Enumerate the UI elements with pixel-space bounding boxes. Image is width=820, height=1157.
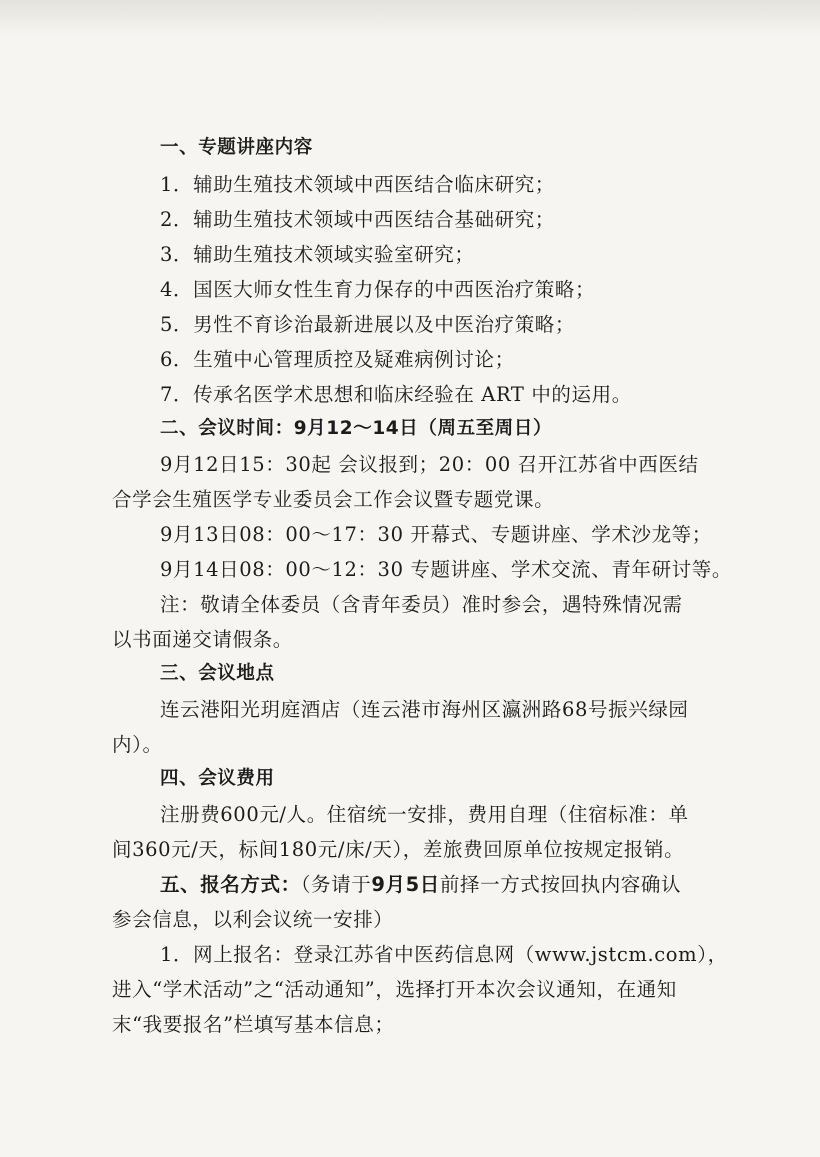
section-heading-venue: 三、会议地点	[160, 663, 275, 684]
topic-item: 2．辅助生殖技术领域中西医结合基础研究；	[160, 208, 555, 231]
attendance-note: 注：敬请全体委员（含青年委员）准时参会，遇特殊情况需	[160, 593, 683, 616]
online-registration: 进入“学术活动”之“活动通知”，选择打开本次会议通知，在通知	[112, 978, 677, 1001]
registration-heading-text: 前择一方式按回执内容确认	[439, 873, 682, 896]
scan-top-shadow	[0, 0, 820, 36]
topic-item: 3．辅助生殖技术领域实验室研究；	[160, 243, 475, 266]
schedule-line: 9月12日15：30起 会议报到；20：00 召开江苏省中西医结	[160, 453, 699, 476]
schedule-line: 合学会生殖医学专业委员会工作会议暨专题党课。	[112, 488, 555, 511]
topic-item: 5．男性不育诊治最新进展以及中医治疗策略；	[160, 313, 576, 336]
registration-deadline: 9月5日	[371, 873, 440, 896]
section-heading-registration	[160, 872, 681, 898]
venue-text: 连云港阳光玥庭酒店（连云港市海州区瀛洲路68号振兴绿园	[160, 698, 689, 721]
schedule-line: 9月14日08：00～12：30 专题讲座、学术交流、青年研讨等。	[160, 558, 732, 581]
topic-item: 6．生殖中心管理质控及疑难病例讨论；	[160, 348, 515, 371]
topic-item: 7．传承名医学术思想和临床经验在 ART 中的运用。	[160, 383, 632, 406]
fee-text: 间360元/天，标间180元/床/天），差旅费回原单位按规定报销。	[112, 838, 685, 861]
registration-text: 参会信息，以利会议统一安排）	[112, 908, 394, 931]
section-heading-time: 二、会议时间：9月12～14日（周五至周日）	[160, 418, 553, 439]
section-heading-topics: 一、专题讲座内容	[160, 137, 313, 158]
topic-item: 1．辅助生殖技术领域中西医结合临床研究；	[160, 173, 555, 196]
attendance-note: 以书面递交请假条。	[112, 628, 293, 651]
section-heading-fee: 四、会议费用	[160, 768, 275, 789]
schedule-line: 9月13日08：00～17：30 开幕式、专题讲座、学术沙龙等；	[160, 523, 712, 546]
fee-text: 注册费600元/人。住宿统一安排，费用自理（住宿标准：单	[160, 803, 689, 826]
online-registration: 末“我要报名”栏填写基本信息；	[112, 1013, 395, 1036]
venue-text: 内）。	[112, 733, 163, 756]
online-registration: 1．网上报名：登录江苏省中医药信息网（www.jstcm.com），	[160, 943, 728, 966]
registration-heading-bold: 五、报名方式：	[160, 873, 301, 896]
registration-heading-text: （务请于	[300, 873, 372, 896]
topic-item: 4．国医大师女性生育力保存的中西医治疗策略；	[160, 278, 596, 301]
